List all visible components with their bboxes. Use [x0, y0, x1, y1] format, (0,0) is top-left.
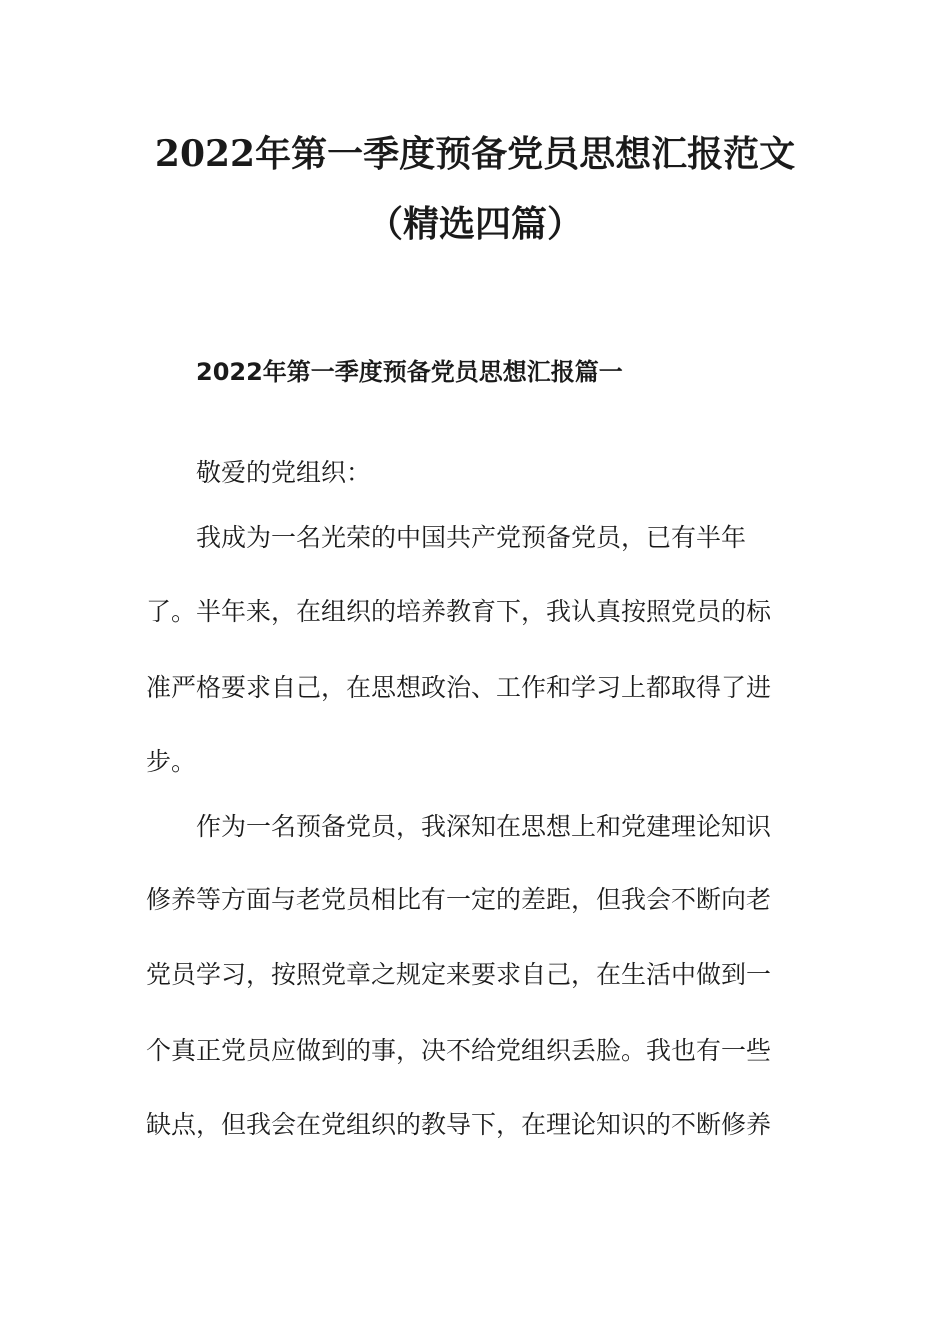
salutation: 敬爱的党组织：: [196, 458, 372, 487]
document-subtitle: （精选四篇）: [366, 203, 583, 245]
paragraph-line: 个真正党员应做到的事，决不给党组织丢脸。我也有一些: [146, 1036, 772, 1065]
paragraph-line: 我成为一名光荣的中国共产党预备党员，已有半年: [196, 523, 747, 552]
section-heading: 2022年第一季度预备党员思想汇报篇一: [196, 358, 623, 386]
paragraph-line: 修养等方面与老党员相比有一定的差距，但我会不断向老: [146, 885, 772, 914]
paragraph-line: 作为一名预备党员，我深知在思想上和党建理论知识: [196, 812, 772, 841]
document-title: 2022年第一季度预备党员思想汇报范文: [154, 133, 796, 175]
paragraph-line: 步。: [146, 747, 197, 776]
paragraph-line: 缺点，但我会在党组织的教导下，在理论知识的不断修养: [146, 1110, 772, 1139]
paragraph-line: 准严格要求自己，在思想政治、工作和学习上都取得了进: [146, 673, 772, 702]
paragraph-line: 党员学习，按照党章之规定来要求自己，在生活中做到一: [146, 960, 772, 989]
paragraph-line: 了。半年来，在组织的培养教育下，我认真按照党员的标: [146, 597, 772, 626]
